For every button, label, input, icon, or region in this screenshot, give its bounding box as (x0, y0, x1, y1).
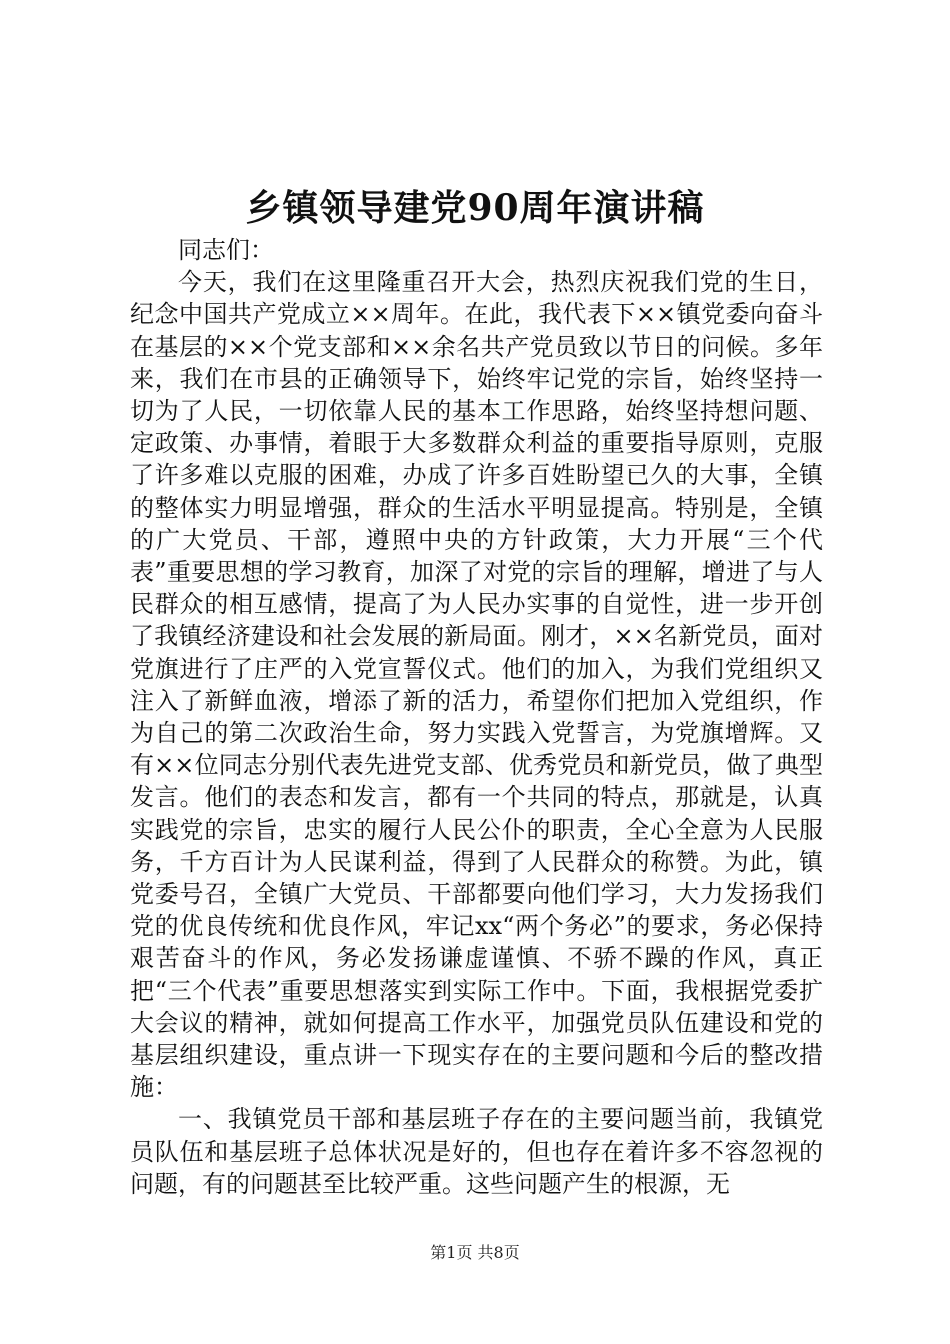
body-paragraph: 今天，我们在这里隆重召开大会，热烈庆祝我们党的生日，纪念中国共产党成立××周年。在此，我代表下××镇党委向奋斗在基层的××个党支部和××余名共产党员致以节日的问候。多年来，我们在市县的正确领导下，始终牢记党的宗旨，始终坚持一切为了人民，一切依靠人民的基本工作思路，始终坚持想问题、定政策、办事情，着眼于大多数群众利益的重要指导原则，克服了许多难以克服的困难，办成了许多百姓盼望已久的大事，全镇的整体实力明显增强，群众的生活水平明显提高。特别是，全镇的广大党员、干部，遵照中央的方针政策，大力开展“三个代表”重要思想的学习教育，加深了对党的宗旨的理解，增进了与人民群众的相互感情，提高了为人民办实事的自觉性，进一步开创了我镇经济建设和社会发展的新局面。刚才，××名新党员，面对党旗进行了庄严的入党宣誓仪式。他们的加入，为我们党组织又注入了新鲜血液，增添了新的活力，希望你们把加入党组织，作为自己的第二次政治生命，努力实践入党誓言，为党旗增辉。又有××位同志分别代表先进党支部、优秀党员和新党员，做了典型发言。他们的表态和发言，都有一个共同的特点，那就是，认真实践党的宗旨，忠实的履行人民公仆的职责，全心全意为人民服务，千方百计为人民谋利益，得到了人民群众的称赞。为此，镇党委号召，全镇广大党员、干部都要向他们学习，大力发扬我们党的优良传统和优良作风，牢记xx“两个务必”的要求，务必保持艰苦奋斗的作风，务必发扬谦虚谨慎、不骄不躁的作风，真正把“三个代表”重要思想落实到实际工作中。下面，我根据党委扩大会议的精神，就如何提高工作水平，加强党员队伍建设和党的基层组织建设，重点讲一下现实存在的主要问题和今后的整改措施： (130, 268, 823, 1102)
salutation-paragraph: 同志们： (178, 236, 274, 264)
body-paragraph: 一、我镇党员干部和基层班子存在的主要问题当前，我镇党员队伍和基层班子总体状况是好的，但也存在着许多不容忽视的问题，有的问题甚至比较严重。这些问题产生的根源，无 (130, 1105, 823, 1198)
document-title: 乡镇领导建党90周年演讲稿 (245, 187, 705, 229)
page-footer: 第1页 共8页 (430, 1243, 520, 1262)
document-body (130, 234, 823, 1200)
